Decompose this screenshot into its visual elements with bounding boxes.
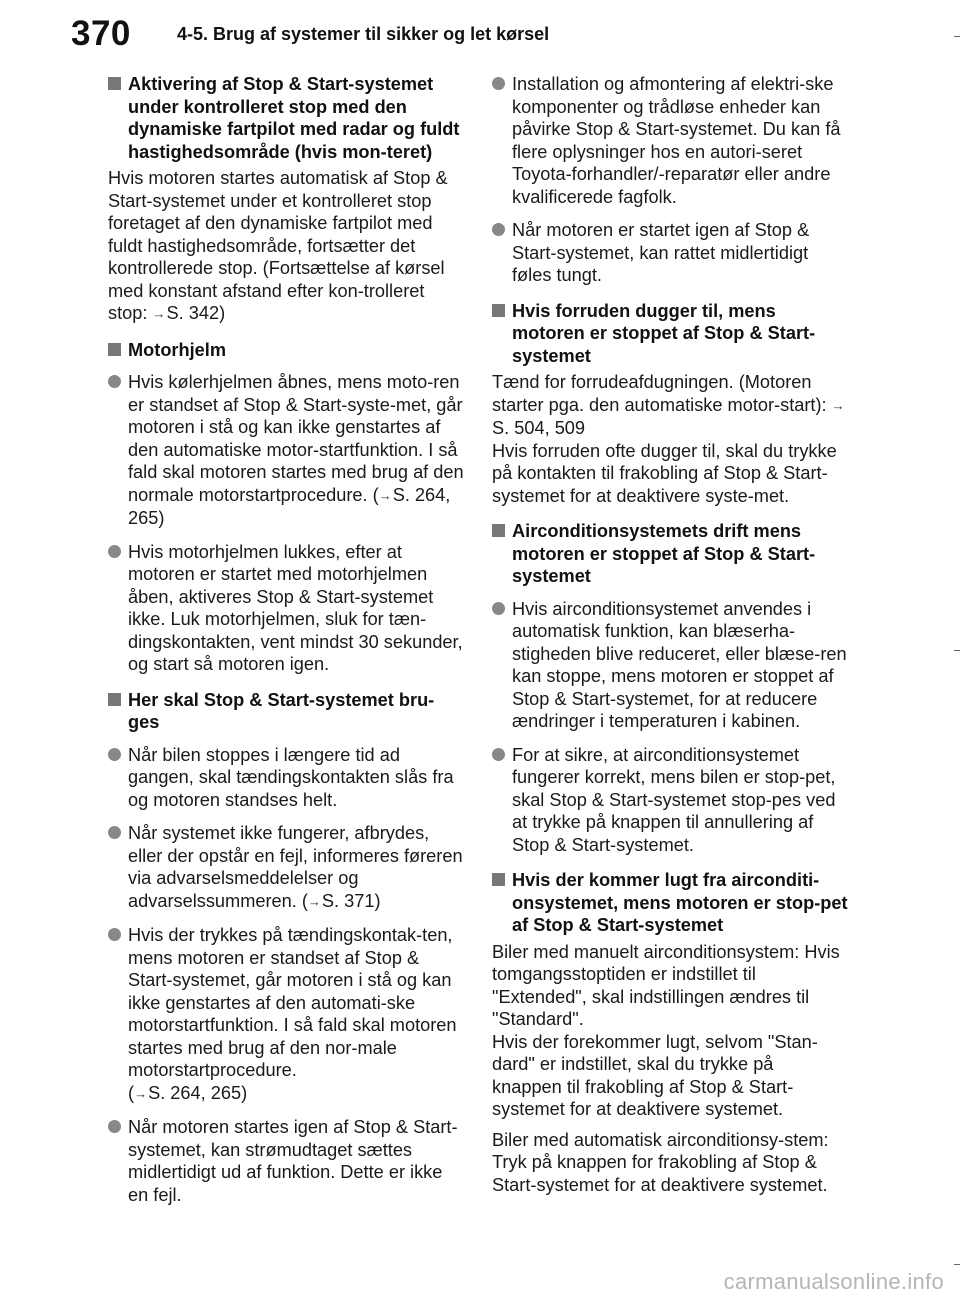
circle-bullet-icon (108, 375, 121, 388)
page-reference: S. 504, 509 (492, 418, 586, 438)
circle-bullet-icon (108, 826, 121, 839)
arrow-right-icon: → (134, 1085, 148, 1101)
margin-tick (954, 1264, 960, 1265)
section-usage (108, 689, 464, 1207)
circle-bullet-icon (492, 77, 505, 90)
arrow-right-icon: → (307, 893, 321, 909)
margin-tick (954, 650, 960, 651)
section-heading: Airconditionsystemets drift mens motoren er stoppet af Stop & Start-systemet (492, 520, 848, 588)
page-header (0, 0, 960, 72)
circle-bullet-icon (108, 545, 121, 558)
square-bullet-icon (492, 304, 505, 317)
section-heading: Her skal Stop & Start-systemet bru-ges (108, 689, 464, 734)
square-bullet-icon (492, 524, 505, 537)
list-item: Hvis der trykkes på tændingskontak-ten, mens motoren er standset af Stop & Start-systemet, går motoren i stå og kan ikke genstartes af den automati-ske motorstartfunktion. I så fald skal motoren startes med brug af den nor-male motorstartprocedure. (→S. 264, 265) (108, 924, 464, 1105)
section-heading: Motorhjelm (108, 339, 464, 362)
page-reference: S. 342) (166, 303, 226, 323)
section-motorhjelm (108, 339, 464, 676)
circle-bullet-icon (492, 748, 505, 761)
square-bullet-icon (108, 77, 121, 90)
section-aircondition (492, 520, 848, 856)
left-column (108, 73, 464, 1219)
circle-bullet-icon (108, 748, 121, 761)
paragraph: Hvis motoren startes automatisk af Stop & Start-systemet under et kontrolleret stop foretaget af den dynamiske fartpilot med fuldt hastighedsområde, fortsætter det kontrollerede stop. (Fortsættelse af kørsel med konstant afstand efter kon-trolleret stop: →S. 342) (108, 167, 464, 326)
page-number: 370 (71, 14, 131, 53)
arrow-right-icon: → (152, 306, 166, 321)
list-item: Hvis airconditionsystemet anvendes i automatisk funktion, kan blæserha-stigheden blive reduceret, eller blæse-ren kan stoppe, mens motoren er stoppet af Stop & Start-systemet, for at reducere ændringer i temperaturen i kabinen. (492, 598, 848, 733)
section-defog (492, 300, 848, 508)
list-item: Når motoren er startet igen af Stop & Start-systemet, kan rattet midlertidigt føles tungt. (492, 219, 848, 287)
section-heading: Aktivering af Stop & Start-systemet under kontrolleret stop med den dynamiske fartpilot med radar og fuldt hastighedsområde (hvis mon-teret) (108, 73, 464, 163)
list-item: Når systemet ikke fungerer, afbrydes, eller der opstår en fejl, informeres føreren via advarselsmeddelelser og advarselssummeren. (→S. 371) (108, 822, 464, 913)
section-heading: Hvis forruden dugger til, mens motoren er stoppet af Stop & Start-systemet (492, 300, 848, 368)
section-odor (492, 869, 848, 1196)
list-item: For at sikre, at airconditionsystemet fungerer korrekt, mens bilen er stop-pet, skal Stop & Start-systemet stop-pes ved at trykke på knappen til annullering af Stop & Start-systemet. (492, 744, 848, 857)
arrow-right-icon: → (378, 487, 392, 503)
circle-bullet-icon (108, 1120, 121, 1133)
list-item: Installation og afmontering af elektri-ske komponenter og trådløse enheder kan påvirke Stop & Start-systemet. Du kan få flere oplysninger hos en autori-seret Toyota-forhandler/-reparatør eller andre kvalificerede fagfolk. (492, 73, 848, 208)
square-bullet-icon (108, 693, 121, 706)
margin-tick (954, 36, 960, 37)
paragraph: Biler med automatisk airconditionsy-stem: Tryk på knappen for frakobling af Stop & Start-systemet for at deaktivere systemet. (492, 1129, 829, 1195)
list-item: Når motoren startes igen af Stop & Start-systemet, kan strømudtaget sættes midlertidigt ud af funktion. Dette er ikke en fejl. (108, 1116, 464, 1206)
watermark: carmanualsonline.info (723, 1269, 944, 1294)
section-heading: Hvis der kommer lugt fra airconditi-onsystemet, mens motoren er stop-pet af Stop & Start-systemet (492, 869, 848, 937)
square-bullet-icon (108, 343, 121, 356)
circle-bullet-icon (492, 602, 505, 615)
page-reference: S. 264, 265) (128, 484, 451, 528)
list-item: Hvis kølerhjelmen åbnes, mens moto-ren er standset af Stop & Start-syste-met, går motoren i stå og kan ikke genstartes af den automatiske motor-startfunktion. I så fald skal motoren startes med brug af den normale motorstartprocedure. (→S. 264, 265) (108, 371, 464, 530)
page-reference: S. 264, 265) (148, 1082, 248, 1103)
right-column (492, 73, 848, 1209)
section-title: 4-5. Brug af systemer til sikker og let kørsel (177, 24, 550, 44)
section-stop-start-cruise (108, 73, 464, 326)
paragraph: Biler med manuelt airconditionsystem: Hvis tomgangsstoptiden er indstillet til "Extended", skal indstillingen ændres til "Standard". Hvis der forekommer lugt, selvom "Stan-dard" er indstillet, skal du trykke på knappen til frakobling af Stop & Start-systemet for at deaktivere systemet. (492, 941, 840, 1119)
circle-bullet-icon (108, 928, 121, 941)
list-item: Når bilen stoppes i længere tid ad gangen, skal tændingskontakten slås fra og motoren standses helt. (108, 744, 464, 812)
arrow-right-icon: → (831, 397, 845, 413)
square-bullet-icon (492, 873, 505, 886)
paragraph: Tænd for forrudeafdugningen. (Motoren starter pga. den automatiske motor-start): →S. 504, 509 Hvis forruden ofte dugger til, skal du trykke på kontakten til frakobling af Stop & Start-systemet for at deaktivere syste-met. (492, 372, 845, 506)
page-reference: S. 371) (321, 890, 381, 911)
list-item: Hvis motorhjelmen lukkes, efter at motoren er startet med motorhjelmen åben, aktiveres Stop & Start-systemet ikke. Luk motorhjelmen, sluk for tæn-dingskontakten, vent mindst 30 sekunder, og start så motoren igen. (108, 541, 464, 676)
circle-bullet-icon (492, 223, 505, 236)
